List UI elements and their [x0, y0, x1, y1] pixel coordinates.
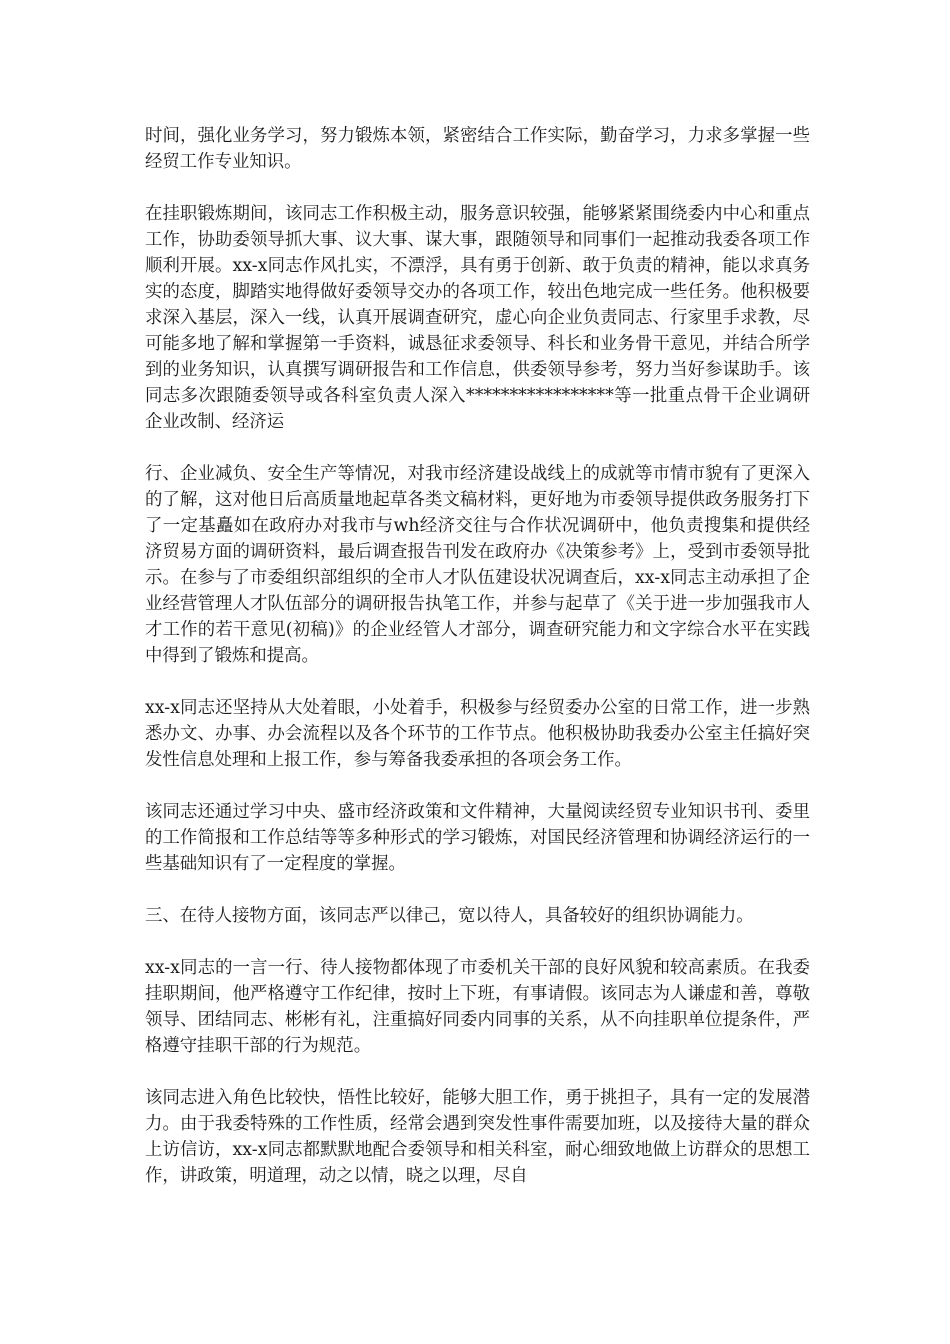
paragraph-4: xx-x同志还坚持从大处着眼，小处着手，积极参与经贸委办公室的日常工作，进一步熟悉办文、办事、办会流程以及各个环节的工作节点。他积极协助我委办公室主任搞好突发性信息处理和上报工作，参与筹备我委承担的各项会务工作。 — [145, 698, 810, 770]
paragraph-5: 该同志还通过学习中央、盛市经济政策和文件精神，大量阅读经贸专业知识书刊、委里的工作简报和工作总结等等多种形式的学习锻炼，对国民经济管理和协调经济运行的一些基础知识有了一定程度的掌握。 — [145, 802, 810, 874]
paragraph-3: 行、企业减负、安全生产等情况，对我市经济建设战线上的成就等市情市貌有了更深入的了解，这对他日后高质量地起草各类文稿材料，更好地为市委领导提供政务服务打下了一定基矗如在政府办对我市与wh经济交往与合作状况调研中，他负责搜集和提供经济贸易方面的调研资料，最后调查报告刊发在政府办《决策参考》上，受到市委领导批示。在参与了市委组织部组织的全市人才队伍建设状况调查后，xx-x同志主动承担了企业经营管理人才队伍部分的调研报告执笔工作，并参与起草了《关于进一步加强我市人才工作的若干意见(初稿)》的企业经管人才部分，调查研究能力和文字综合水平在实践中得到了锻炼和提高。 — [145, 464, 810, 666]
section-heading: 三、在待人接物方面，该同志严以律己，宽以待人，具备较好的组织协调能力。 — [145, 906, 754, 926]
paragraph-2: 在挂职锻炼期间，该同志工作积极主动，服务意识较强，能够紧紧围绕委内中心和重点工作，协助委领导抓大事、议大事、谋大事，跟随领导和同事们一起推动我委各项工作顺利开展。xx-x同志作风扎实，不漂浮，具有勇于创新、敢于负责的精神，能以求真务实的态度，脚踏实地得做好委领导交办的各项工作，较出色地完成一些任务。他积极要求深入基层，深入一线，认真开展调查研究，虚心向企业负责同志、行家里手求教，尽可能多地了解和掌握第一手资料，诚恳征求委领导、科长和业务骨干意见，并结合所学到的业务知识，认真撰写调研报告和工作信息，供委领导参考，努力当好参谋助手。该同志多次跟随委领导或各科室负责人深入*****************等一批重点骨干企业调研企业改制、经济运 — [145, 204, 810, 432]
paragraph-8: 该同志进入角色比较快，悟性比较好，能够大胆工作，勇于挑担子，具有一定的发展潜力。由于我委特殊的工作性质，经常会遇到突发性事件需要加班，以及接待大量的群众上访信访，xx-x同志都默默地配合委领导和相关科室，耐心细致地做上访群众的思想工作，讲政策，明道理，动之以情，晓之以理，尽自 — [145, 1088, 810, 1186]
paragraph-1: 时间，强化业务学习，努力锻炼本领，紧密结合工作实际，勤奋学习，力求多掌握一些经贸工作专业知识。 — [145, 126, 810, 172]
paragraph-7: xx-x同志的一言一行、待人接物都体现了市委机关干部的良好风貌和较高素质。在我委挂职期间，他严格遵守工作纪律，按时上下班，有事请假。该同志为人谦虚和善，尊敬领导、团结同志、彬彬有礼，注重搞好同委内同事的关系，从不向挂职单位提条件，严格遵守挂职干部的行为规范。 — [145, 958, 810, 1056]
document-body — [145, 123, 810, 1189]
